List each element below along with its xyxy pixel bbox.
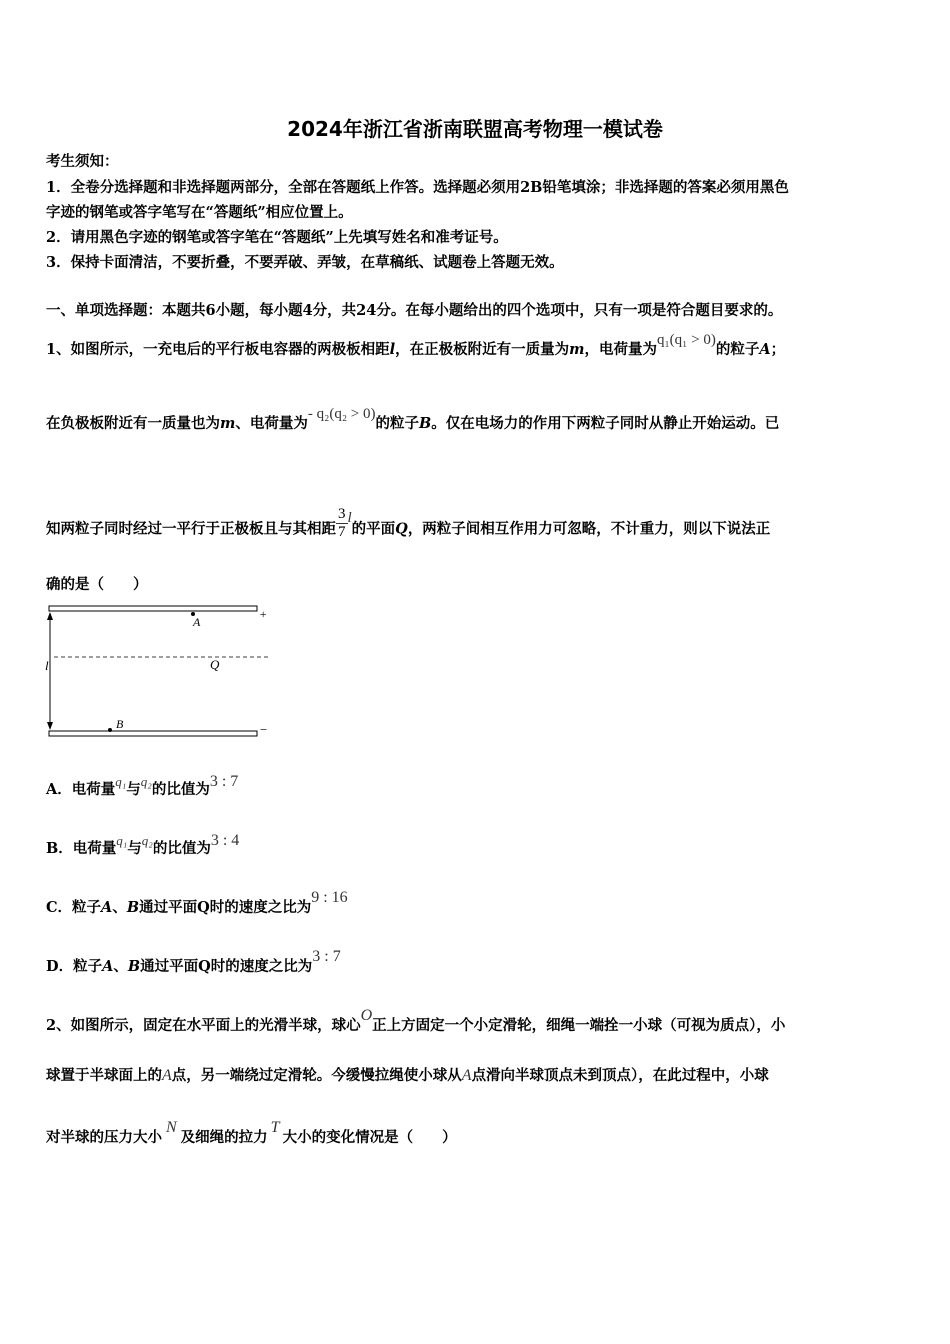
q2-line2 bbox=[46, 1066, 769, 1086]
q1-text: 1、如图所示，一充电后的平行板电容器的两极板相距 bbox=[46, 341, 390, 358]
var-Q: Q bbox=[395, 520, 408, 538]
var-A: A bbox=[102, 958, 114, 975]
particle-B bbox=[108, 728, 112, 732]
q1-text: ； bbox=[770, 341, 786, 358]
notice-item-2: 2．请用黑色字迹的钢笔或答字笔在“答题纸”上先填写姓名和准考证号。 bbox=[46, 229, 508, 246]
formula-q2: - q₂(q₂ > 0) bbox=[307, 406, 376, 422]
option-D[interactable] bbox=[46, 948, 341, 977]
var-B: B bbox=[127, 958, 141, 975]
option-text: 、 bbox=[113, 958, 128, 975]
var-T: T bbox=[270, 1119, 280, 1136]
option-text: 的比值为 bbox=[152, 840, 211, 857]
notice-heading: 考生须知： bbox=[46, 153, 119, 170]
option-text: 、 bbox=[112, 899, 127, 916]
q1-text: ，两粒子间相互作用力可忽略，不计重力，则以下说法正 bbox=[407, 520, 771, 538]
notice-item-3: 3．保持卡面清洁，不要折叠，不要弄破、弄皱，在草稿纸、试题卷上答题无效。 bbox=[46, 254, 564, 271]
label-A: A bbox=[193, 615, 201, 629]
q2-text: 2、如图所示，固定在水平面上的光滑半球，球心 bbox=[46, 1017, 361, 1034]
q2-text: 正上方固定一个小定滑轮，细绳一端拴一小球（可视为质点），小 bbox=[372, 1017, 786, 1034]
q1-text: 知两粒子同时经过一平行于正极板且与其相距 bbox=[46, 520, 336, 538]
q1-text: 的粒子 bbox=[715, 341, 760, 358]
notice-item-1-cont: 字迹的钢笔或答字笔写在“答题纸”相应位置上。 bbox=[46, 204, 353, 221]
var-A: A bbox=[101, 899, 113, 916]
option-text: 与 bbox=[127, 840, 142, 857]
q2-text: 大小的变化情况是（ ） bbox=[282, 1129, 457, 1146]
ratio-value: 9 : 16 bbox=[311, 889, 348, 906]
option-A[interactable] bbox=[46, 773, 239, 800]
q1-line4: 确的是（ ） bbox=[46, 576, 148, 593]
var-A: A bbox=[162, 1067, 172, 1084]
q1-text: 。仅在电场力的作用下两粒子同时从静止开始运动。已 bbox=[431, 415, 780, 432]
notice-item-1: 1．全卷分选择题和非选择题两部分，全部在答题纸上作答。选择题必须用2B铅笔填涂；非选择题的答案必须用黑色 bbox=[46, 179, 789, 196]
fraction-numerator: 3 bbox=[338, 506, 346, 522]
var-m: m bbox=[569, 341, 585, 358]
ratio-value: 3 : 7 bbox=[209, 773, 239, 790]
positive-plate bbox=[49, 606, 257, 611]
ratio-value: 3 : 7 bbox=[312, 948, 341, 965]
var-l: l bbox=[389, 341, 396, 358]
label-l: l bbox=[45, 658, 49, 673]
option-text: 通过平面Q时的速度之比为 bbox=[140, 958, 313, 975]
arrow-head-down bbox=[47, 722, 53, 730]
fraction-3-7 bbox=[336, 506, 348, 541]
formula-q1: q₁ bbox=[115, 774, 127, 789]
formula-q2: q₂ bbox=[141, 833, 153, 848]
q1-text: ，在正极板附近有一质量为 bbox=[395, 341, 570, 358]
var-O: O bbox=[360, 1007, 373, 1024]
option-letter: C． bbox=[46, 899, 73, 916]
var-m: m bbox=[220, 415, 236, 432]
var-B: B bbox=[419, 415, 432, 432]
option-text: 粒子 bbox=[72, 899, 102, 916]
arrow-head-up bbox=[47, 612, 53, 620]
option-B[interactable] bbox=[46, 832, 240, 859]
option-text: 电荷量 bbox=[72, 840, 117, 857]
formula-q1: q₁(q₁ > 0) bbox=[656, 332, 716, 348]
q2-text: 点，另一端绕过定滑轮。今缓慢拉绳使小球从 bbox=[171, 1067, 462, 1084]
var-l: l bbox=[347, 509, 352, 526]
formula-q1: q₁ bbox=[116, 833, 128, 848]
q2-line3 bbox=[46, 1119, 457, 1148]
q2-line1 bbox=[46, 1007, 786, 1036]
q2-text: 球置于半球面上的 bbox=[46, 1067, 162, 1084]
option-C[interactable] bbox=[46, 889, 348, 918]
q1-text: 的平面 bbox=[351, 520, 396, 538]
q2-text: 点滑向半球顶点未到顶点），在此过程中，小球 bbox=[471, 1067, 769, 1084]
option-text: 与 bbox=[126, 781, 141, 798]
option-text: 的比值为 bbox=[151, 781, 210, 798]
var-N: N bbox=[166, 1119, 177, 1136]
q2-text: 对半球的压力大小 bbox=[46, 1129, 162, 1146]
var-A: A bbox=[759, 341, 771, 358]
q1-text: 在负极板附近有一质量也为 bbox=[46, 415, 220, 432]
option-letter: A． bbox=[46, 781, 72, 798]
minus-sign: − bbox=[259, 722, 268, 737]
option-letter: D． bbox=[46, 958, 74, 975]
capacitor-figure bbox=[40, 600, 280, 745]
q1-text: ，电荷量为 bbox=[584, 341, 657, 358]
option-text: 通过平面Q时的速度之比为 bbox=[139, 899, 312, 916]
option-text: 电荷量 bbox=[71, 781, 116, 798]
q1-text: 、电荷量为 bbox=[235, 415, 308, 432]
option-text: 粒子 bbox=[73, 958, 103, 975]
q2-text: 及细绳的拉力 bbox=[180, 1129, 268, 1146]
q1-line2 bbox=[46, 406, 780, 434]
fraction-denominator: 7 bbox=[338, 524, 346, 540]
var-B: B bbox=[126, 899, 140, 916]
q1-line3 bbox=[46, 506, 771, 547]
ratio-value: 3 : 4 bbox=[210, 832, 240, 849]
formula-q2: q₂ bbox=[140, 774, 152, 789]
q1-text: 的粒子 bbox=[375, 415, 419, 432]
section-heading: 一、单项选择题：本题共6小题，每小题4分，共24分。在每小题给出的四个选项中，只有一项是符合题目要求的。 bbox=[46, 302, 783, 319]
page-title: 2024年浙江省浙南联盟高考物理一模试卷 bbox=[287, 117, 663, 141]
plus-sign: + bbox=[259, 607, 268, 621]
option-letter: B． bbox=[46, 840, 73, 857]
negative-plate bbox=[49, 731, 257, 736]
label-Q: Q bbox=[210, 657, 220, 672]
label-B: B bbox=[116, 717, 124, 731]
q1-line1 bbox=[46, 332, 786, 360]
var-A: A bbox=[461, 1067, 472, 1084]
